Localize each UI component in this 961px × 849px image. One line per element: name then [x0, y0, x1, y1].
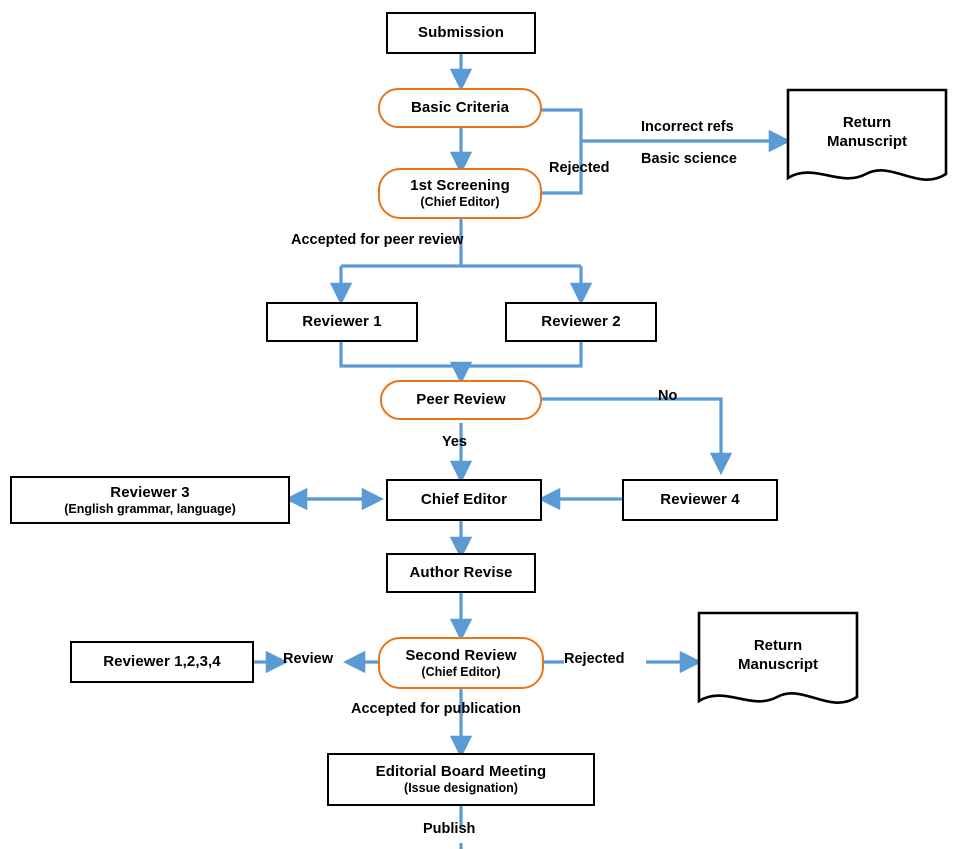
edge-label-rejected-top: Rejected	[549, 160, 610, 176]
node-return-manuscript-bottom	[697, 611, 859, 713]
node-chief-editor	[386, 479, 542, 521]
node-reviewer-3-sublabel: (English grammar, language)	[64, 501, 236, 516]
edge-label-review: Review	[283, 651, 333, 667]
node-editorial-board-meeting-sublabel: (Issue designation)	[404, 781, 518, 796]
node-submission	[386, 12, 536, 54]
node-return-manuscript-top-label: Return	[842, 114, 892, 132]
node-author-revise	[386, 553, 536, 593]
edge-label-accepted-publication: Accepted for publication	[351, 701, 521, 717]
edge-label-yes: Yes	[442, 434, 467, 450]
edge-label-basic-science: Basic science	[641, 151, 737, 167]
node-peer-review-label: Peer Review	[416, 391, 506, 409]
node-return-manuscript-bottom-label: Return	[753, 637, 803, 655]
node-return-manuscript-top	[786, 88, 948, 190]
node-author-revise-label: Author Revise	[409, 564, 513, 582]
node-return-manuscript-top-sublabel: Manuscript	[826, 133, 907, 150]
node-reviewer-1234-label: Reviewer 1,2,3,4	[103, 653, 221, 671]
node-second-review-label: Second Review	[405, 646, 517, 664]
edge-label-no: No	[658, 388, 678, 404]
node-submission-label: Submission	[417, 24, 504, 42]
node-second-review	[378, 637, 544, 689]
node-basic-criteria	[378, 88, 542, 128]
edge-label-incorrect-refs: Incorrect refs	[641, 119, 734, 135]
node-reviewer-1234	[70, 641, 254, 683]
node-chief-editor-label: Chief Editor	[420, 491, 508, 509]
node-reviewer-1	[266, 302, 418, 342]
node-return-manuscript-bottom-sublabel: Manuscript	[737, 656, 818, 673]
edge-label-publish: Publish	[423, 821, 476, 837]
node-peer-review	[380, 380, 542, 420]
edge-label-rejected-bottom: Rejected	[564, 651, 625, 667]
node-editorial-board-meeting-label: Editorial Board Meeting	[375, 763, 547, 781]
node-reviewer-3-label: Reviewer 3	[110, 483, 190, 501]
node-reviewer-1-label: Reviewer 1	[302, 313, 382, 331]
node-first-screening	[378, 168, 542, 219]
node-reviewer-4-label: Reviewer 4	[660, 491, 740, 509]
node-reviewer-2	[505, 302, 657, 342]
node-reviewer-2-label: Reviewer 2	[541, 313, 621, 331]
edge-label-accepted-peer-review: Accepted for peer review	[291, 232, 464, 248]
node-editorial-board-meeting	[327, 753, 595, 806]
node-reviewer-3	[10, 476, 290, 524]
node-reviewer-4	[622, 479, 778, 521]
node-second-review-sublabel: (Chief Editor)	[421, 664, 501, 679]
node-first-screening-sublabel: (Chief Editor)	[420, 195, 500, 210]
node-first-screening-label: 1st Screening	[410, 177, 510, 195]
node-basic-criteria-label: Basic Criteria	[410, 99, 510, 117]
